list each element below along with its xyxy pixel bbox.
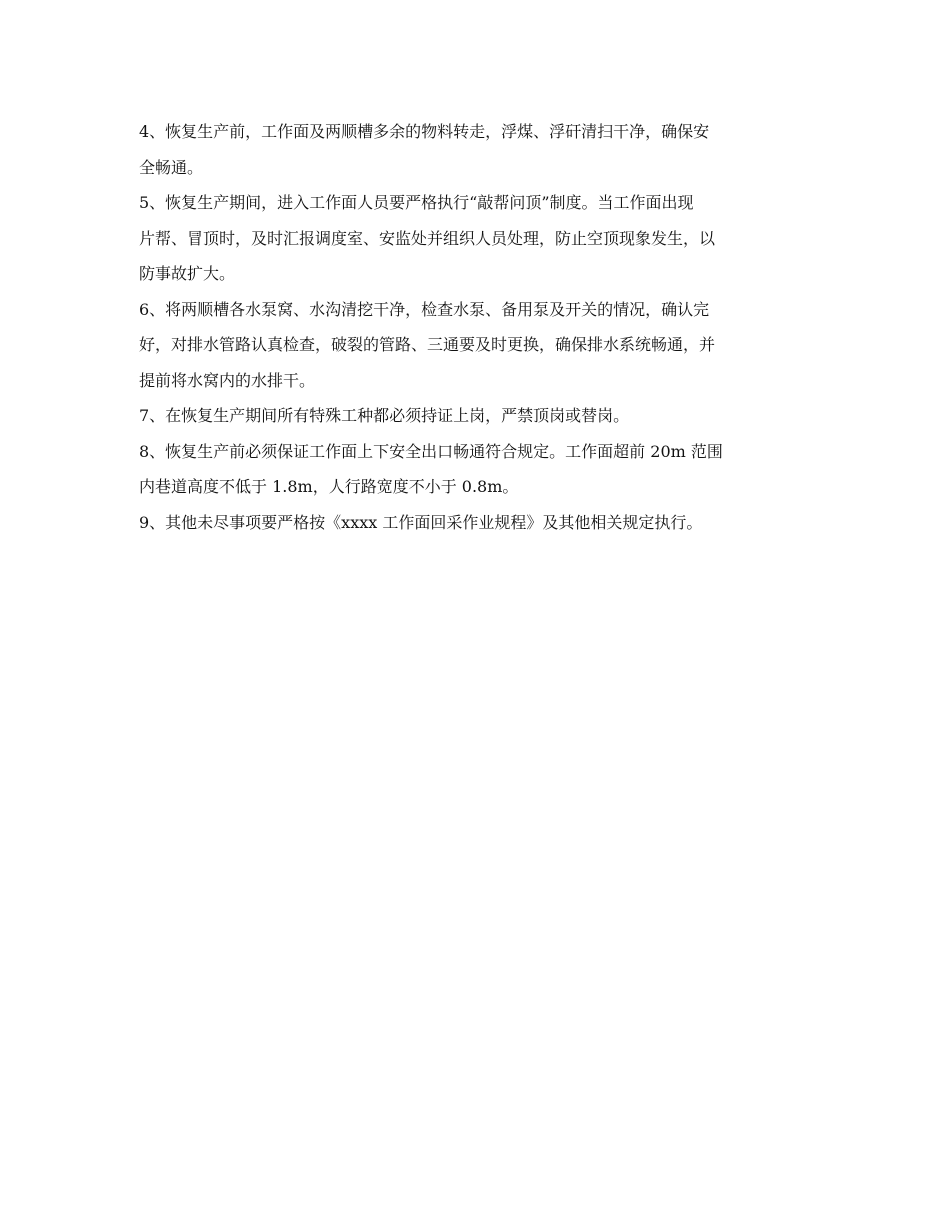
paragraph-item-7 <box>139 398 811 434</box>
paragraph-line: 片帮、冒顶时，及时汇报调度室、安监处并组织人员处理，防止空顶现象发生，以 <box>139 228 716 248</box>
paragraph-line: 4、恢复生产前，工作面及两顺槽多余的物料转走，浮煤、浮矸清扫干净，确保安 <box>139 122 710 141</box>
paragraph-line: 全畅通。 <box>139 157 204 177</box>
paragraph-line: 内巷道高度不低于 1.8m，人行路宽度不小于 0.8m。 <box>139 477 519 496</box>
paragraph-item-8 <box>139 434 811 505</box>
paragraph-item-6 <box>139 292 811 399</box>
paragraph-item-9 <box>139 505 811 541</box>
paragraph-line: 6、将两顺槽各水泵窝、水沟清挖干净，检查水泵、备用泵及开关的情况，确认完 <box>139 299 710 319</box>
paragraph-line: 5、恢复生产期间，进入工作面人员要严格执行“敲帮问顶”制度。当工作面出现 <box>139 193 694 212</box>
document-body <box>139 114 811 540</box>
paragraph-line: 8、恢复生产前必须保证工作面上下安全出口畅通符合规定。工作面超前 20m 范围 <box>139 441 723 461</box>
paragraph-line: 7、在恢复生产期间所有特殊工种都必须持证上岗，严禁顶岗或替岗。 <box>139 406 630 425</box>
paragraph-line: 提前将水窝内的水排干。 <box>139 370 316 390</box>
paragraph-item-4 <box>139 114 811 185</box>
paragraph-item-5 <box>139 185 811 292</box>
paragraph-line: 防事故扩大。 <box>139 264 236 283</box>
paragraph-line: 9、其他未尽事项要严格按《xxxx 工作面回采作业规程》及其他相关规定执行。 <box>139 512 703 532</box>
paragraph-line: 好，对排水管路认真检查，破裂的管路、三通要及时更换，确保排水系统畅通，并 <box>139 335 716 354</box>
